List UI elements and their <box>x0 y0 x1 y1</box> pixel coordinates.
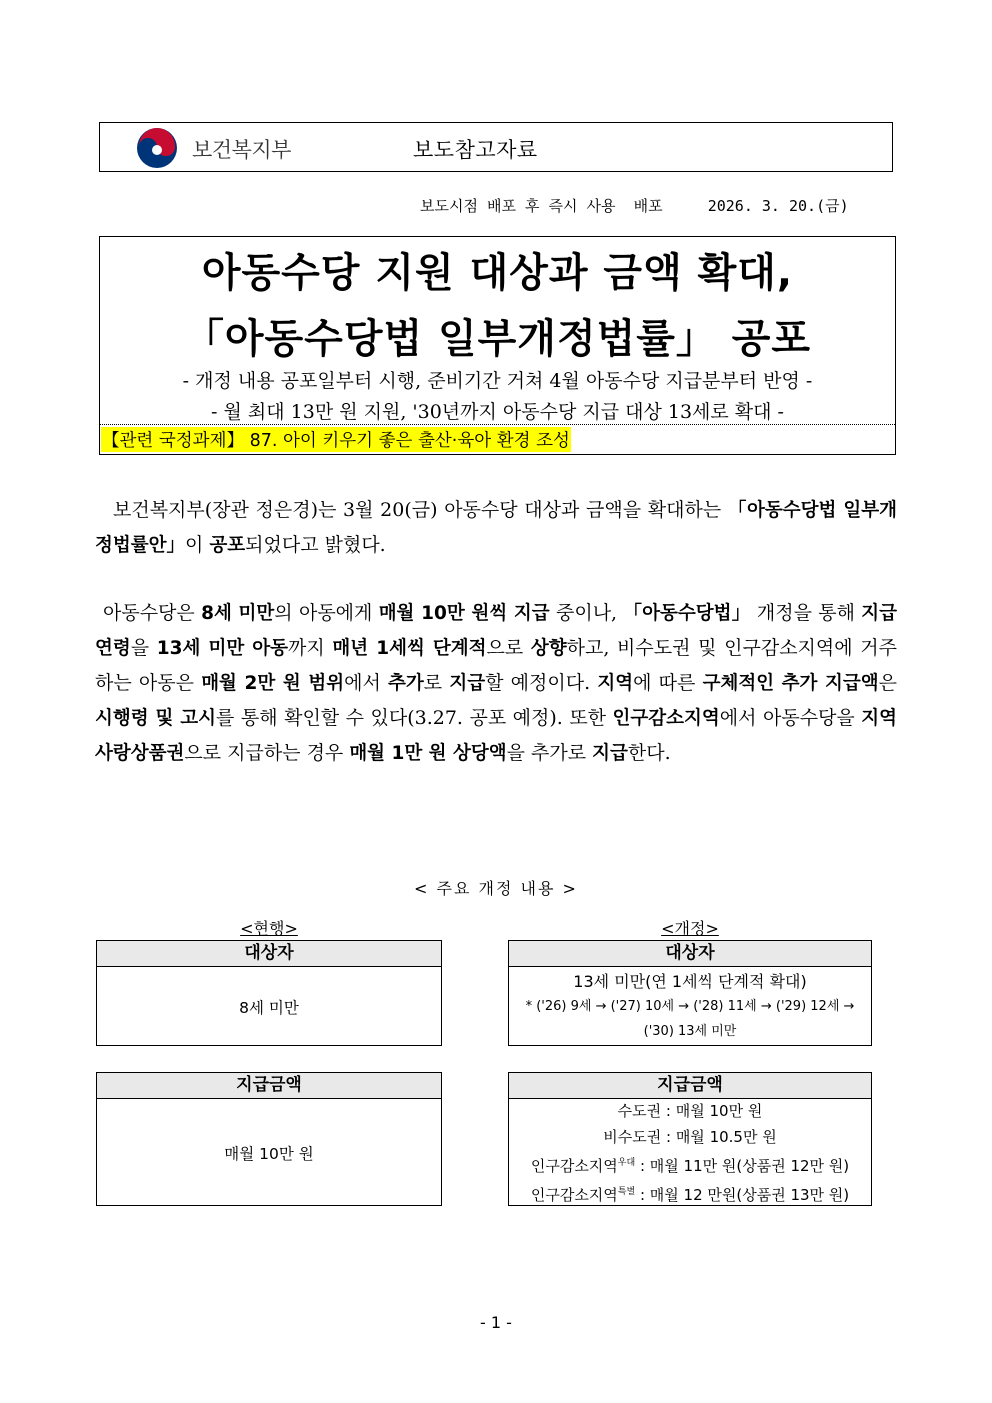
section-title: < 주요 개정 내용 > <box>414 879 578 898</box>
amount-capital-area: 수도권 : 매월 10만 원 <box>617 1101 763 1120</box>
document-type: 보도참고자료 <box>413 138 538 162</box>
current-target-cell <box>97 967 441 1046</box>
revised-target-line-3: ('30) 13세 미만 <box>643 1024 737 1039</box>
current-column-label: <현행> <box>240 919 298 938</box>
current-target-box <box>96 940 442 1046</box>
release-info: 보도시점 배포 후 즉시 사용 배포 2026. 3. 20.(금) <box>420 197 849 215</box>
headline-line-2: 「아동수당법 일부개정법률」 공포 <box>183 316 812 362</box>
taeguk-logo-icon <box>136 127 178 169</box>
amount-depopulation-special: 인구감소지역$^{특별}$ : 매월 12 만원(상품권 13만 원) <box>530 1185 850 1204</box>
current-amount-cell <box>97 1099 441 1206</box>
revised-target-line-1: 13세 미만(연 1세씩 단계적 확대) <box>573 972 807 991</box>
revised-amount-cell <box>509 1099 871 1206</box>
current-amount-box <box>96 1072 442 1206</box>
amount-non-capital-area: 비수도권 : 매월 10.5만 원 <box>603 1127 777 1146</box>
header-box <box>99 122 893 172</box>
amount-header: 지급금액 <box>509 1073 871 1099</box>
revised-column-label: <개정> <box>661 919 719 938</box>
related-task-label: 【관련 국정과제】 <box>102 431 244 451</box>
revised-target-cell <box>509 967 871 1046</box>
revised-target-line-2: * ('26) 9세 → ('27) 10세 → ('28) 11세 → ('29) 12세 → <box>525 999 855 1014</box>
target-header: 대상자 <box>509 941 871 967</box>
ministry-name: 보건복지부 <box>192 138 291 162</box>
related-task-text: 87. 아이 키우기 좋은 출산·육아 환경 조성 <box>249 431 570 451</box>
revised-amount-box <box>508 1072 872 1206</box>
subheading-2: - 월 최대 13만 원 지원, '30년까지 아동수당 지급 대상 13세로 확대 - <box>211 401 784 423</box>
headline-line-1: 아동수당 지원 대상과 금액 확대, <box>201 250 794 296</box>
revised-target-box <box>508 940 872 1046</box>
current-amount-value: 매월 10만 원 <box>224 1144 314 1163</box>
paragraph-1: 보건복지부(장관 정은경)는 3월 20(금) 아동수당 대상과 금액을 확대하는 「아동수당법 일부개정법률안」이 공포되었다고 밝혔다. <box>95 499 897 556</box>
subheading-1: - 개정 내용 공포일부터 시행, 준비기간 거쳐 4월 아동수당 지급분부터 반영 - <box>182 370 813 392</box>
amount-header: 지급금액 <box>97 1073 441 1099</box>
target-header: 대상자 <box>97 941 441 967</box>
amount-depopulation-preferred: 인구감소지역$^{우대}$ : 매월 11만 원(상품권 12만 원) <box>530 1156 850 1175</box>
law-name: 「아동수당법 일부개정법률안」 <box>95 500 897 556</box>
paragraph-2: 아동수당은 8세 미만의 아동에게 매월 10만 원씩 지급 중이나, 「아동수당법」 개정을 통해 지급 연령을 13세 미만 아동까지 매년 1세씩 단계적으로 상향하고, 비수도권 및 인구감소지역에 거주하는 아동은 매월 2만 원 범위에서 추가로 지급할 예정이다. 지역에 따른 구체적인 추가 지급액은 시행령 및 고시를 통해 확인할 수 있다(3.27. 공포 예정). 또한 인구감소지역에서 아동수당을 지역사랑상품권으로 지급하는 경우 매월 1만 원 상당액을 추가로 지급한다. <box>95 602 898 764</box>
current-target-value: 8세 미만 <box>239 998 299 1017</box>
related-task-highlight <box>101 427 571 452</box>
title-box <box>99 236 896 455</box>
page-number: - 1 - <box>480 1313 512 1332</box>
related-task-row <box>100 424 895 454</box>
